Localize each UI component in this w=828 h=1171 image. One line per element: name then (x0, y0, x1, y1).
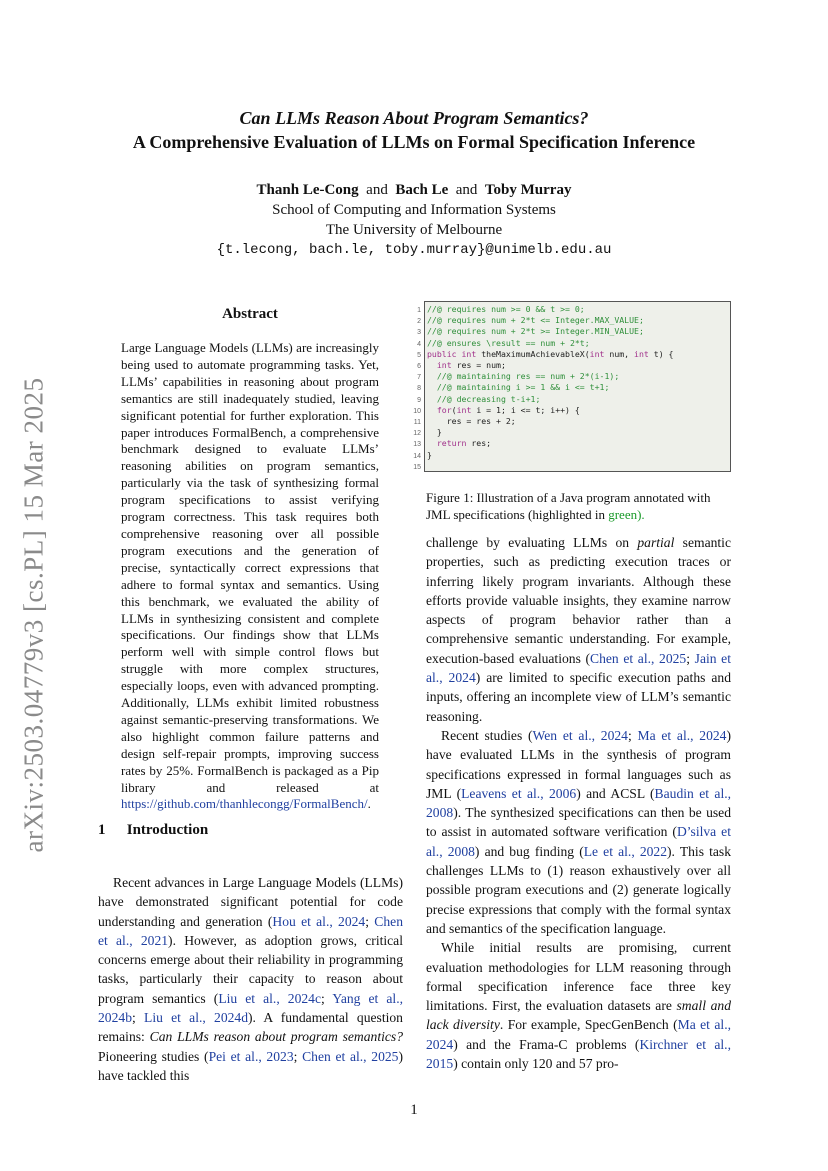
citation-link[interactable]: Le et al., 2022 (583, 843, 668, 859)
section-number: 1 (98, 822, 106, 838)
body-text: While initial results are promising, current evaluation methodologies for LLM reasoning through formal specification inference face three key limitations. First, the evaluation datasets are (426, 940, 731, 1014)
code-line: } (436, 427, 442, 438)
code-line-number: 4 (417, 340, 421, 348)
code-listing (427, 304, 674, 472)
body-text: ; (686, 650, 695, 666)
code-line-number: 13 (413, 441, 421, 449)
code-line: //@ decreasing t-i+1; (436, 393, 541, 404)
abstract-heading: Abstract (222, 306, 278, 322)
citation-link[interactable]: Chen et al., 2025 (302, 1048, 399, 1064)
code-line-number: 11 (413, 419, 421, 427)
github-link[interactable]: https://github.com/thanhlecongg/FormalBench/ (121, 796, 368, 812)
author-name: Toby Murray (484, 182, 572, 198)
code-line: return res; (436, 438, 492, 449)
code-line: //@ maintaining i >= 1 && i <= t+1; (436, 382, 610, 393)
intro-paragraph (426, 726, 731, 938)
body-text: ). However, as adoption grows, critical concerns emerge about their reliability in programming tasks, particularly their capacity to reason about program semantics ( (98, 932, 403, 1006)
body-text: ; (293, 1048, 303, 1064)
citation-link[interactable]: Hou et al., 2024 (272, 913, 366, 929)
intro-paragraph (98, 873, 403, 1085)
code-line-number: 10 (413, 407, 421, 415)
affiliation: School of Computing and Information Systems (272, 202, 556, 218)
email: {t.lecong, bach.le, toby.murray}@unimelb.edu.au (216, 242, 612, 258)
body-text: ) have evaluated LLMs in the synthesis of program specifications expressed in formal languages such as JML ( (426, 727, 732, 801)
code-line-number: 6 (417, 363, 421, 371)
body-text: ; (365, 913, 375, 929)
code-line-number: 2 (417, 318, 421, 326)
page-number: 1 (410, 1102, 418, 1118)
arxiv-stamp (14, 365, 54, 865)
body-text: ; (131, 1010, 145, 1026)
university: The University of Melbourne (325, 222, 503, 238)
code-line: //@ maintaining res == num + 2*(i-1); (436, 371, 620, 382)
citation-link[interactable]: Kirchner et al., 2015 (426, 1036, 731, 1072)
code-line-number: 15 (413, 463, 421, 471)
body-text: semantic properties, such as predicting execution traces or inferring likely program invariants. Although these efforts provide valuable insights, they examine narrow aspects of program behavior rather than a comprehensive semantic understanding. For example, execution-based evaluations ( (426, 535, 731, 666)
abstract-body (121, 340, 379, 813)
body-text: ; (627, 727, 638, 743)
code-line-numbers (405, 305, 421, 473)
code-line: int res = num; (436, 360, 506, 371)
body-text: ) have tackled this (98, 1048, 403, 1083)
body-text: ). The synthesized specifications can then be used to assist in automated software verification ( (426, 805, 731, 840)
citation-link[interactable]: Ma et al., 2024 (426, 1017, 731, 1052)
author-name: Bach Le (395, 182, 449, 198)
citation-link[interactable]: Pei et al., 2023 (208, 1048, 294, 1064)
intro-paragraph (426, 938, 731, 1073)
code-line: //@ ensures \result == num + 2*t; (427, 337, 590, 348)
italic-text: partial (637, 535, 675, 550)
body-text: ). A fundamental question remains: (98, 1010, 403, 1045)
section-heading (98, 822, 208, 839)
intro-left-column (98, 873, 403, 1085)
body-text: ) and bug finding ( (474, 843, 584, 859)
body-text: Recent advances in Large Language Models (LLMs) have demonstrated significant potential for code understanding and generation ( (98, 875, 403, 929)
body-text: ) and ACSL ( (576, 785, 655, 801)
code-line: //@ requires num + 2*t >= Integer.MIN_VALUE; (427, 326, 644, 337)
citation-link[interactable]: Wen et al., 2024 (532, 727, 628, 743)
code-line-number: 3 (417, 329, 421, 337)
section-title: Introduction (126, 822, 209, 838)
intro-paragraph (426, 533, 731, 726)
body-text: Recent studies ( (441, 727, 533, 743)
body-text: . For example, SpecGenBench ( (499, 1017, 678, 1033)
citation-link[interactable]: Baudin et al., 2008 (426, 785, 732, 821)
citation-link[interactable]: Jain et al., 2024 (426, 650, 731, 686)
paper-title (60, 106, 768, 154)
code-line-number: 14 (413, 452, 421, 460)
code-line: //@ requires num + 2*t <= Integer.MAX_VALUE; (427, 315, 644, 326)
code-line-number: 5 (417, 351, 421, 359)
code-line: for(int i = 1; i <= t; i++) { (436, 404, 580, 415)
author-name: Thanh Le-Cong (256, 182, 359, 198)
abstract-end: . (367, 796, 371, 812)
italic-text: small and lack diversity (426, 998, 731, 1033)
code-line: res = res + 2; (446, 416, 516, 427)
code-line: public int theMaximumAchievableX(int num, int t) { (427, 348, 674, 359)
citation-link[interactable]: Liu et al., 2024c (218, 990, 322, 1006)
code-line-number: 7 (417, 374, 421, 382)
arxiv-stamp-text: arXiv:2503.04779v3 [cs.PL] 15 Mar 2025 (18, 377, 49, 853)
intro-right-column (426, 533, 731, 1073)
title-line-2: A Comprehensive Evaluation of LLMs on Formal Specification Inference (132, 132, 696, 152)
body-text: ) contain only 120 and 57 pro- (453, 1056, 619, 1072)
code-line-number: 8 (417, 385, 421, 393)
code-line: //@ requires num >= 0 && t >= 0; (427, 304, 585, 314)
author-sep: and (455, 182, 478, 198)
citation-link[interactable]: D’silva et al., 2008 (426, 824, 731, 859)
citation-link[interactable]: Leavens et al., 2006 (461, 785, 577, 801)
body-text: ; (321, 990, 333, 1006)
citation-link[interactable]: Chen et al., 2021 (98, 913, 403, 948)
italic-text: Can LLMs reason about program semantics? (149, 1029, 403, 1045)
author-sep: and (366, 182, 388, 198)
body-text: challenge by evaluating LLMs on (426, 535, 638, 550)
code-line: } (427, 449, 432, 460)
code-line-number: 9 (417, 396, 421, 404)
body-text: ) and the Frama-C problems ( (453, 1036, 640, 1052)
code-line (427, 461, 674, 472)
body-text: Pioneering studies ( (98, 1048, 209, 1064)
citation-link[interactable]: Liu et al., 2024d (144, 1010, 249, 1026)
caption-green: green). (608, 507, 645, 522)
citation-link[interactable]: Yang et al., 2024b (98, 990, 404, 1026)
figure-caption (426, 489, 736, 523)
citation-link[interactable]: Chen et al., 2025 (590, 650, 687, 666)
author-block (60, 180, 768, 260)
caption-text: Figure 1: Illustration of a Java program annotated with JML specifications (highlighted in (426, 490, 711, 522)
body-text: ). This task challenges LLMs to (1) reason exhaustively over all possible program executions and (2) generate logically precise expressions that comply with the formal syntax and semantics of the specification language. (426, 843, 732, 936)
title-line-1: Can LLMs Reason About Program Semantics? (239, 108, 589, 128)
code-line-number: 1 (417, 307, 421, 314)
code-line-number: 12 (413, 430, 421, 438)
abstract-text: Large Language Models (LLMs) are increasingly being used to automate programming tasks. Yet, LLMs’ capabilities in reasoning about program semantics are still inadequately studied, leaving significant potential for further exploration. This paper introduces FormalBench, a comprehensive benchmark designed to evaluate LLMs’ reasoning abilities on program semantics, particularly via the task of synthesizing formal program specifications to assist verifying program correctness. This task requires both comprehensive reasoning over all possible program executions and the generation of precise, syntactically correct expressions that adhere to formal syntax and semantics. Using this benchmark, we evaluated the ability of LLMs in synthesizing consistent and complete specifications. Our findings show that LLMs perform well with simple control flows but struggle with more complex structures, especially loops, even with advanced prompting. Additionally, LLMs exhibit limited robustness against semantic-preserving transformations. We also highlight common failure patterns and design self-repair prompts, improving success rates by 25%. FormalBench is packaged as a Pip library and released at (121, 340, 379, 795)
citation-link[interactable]: Ma et al., 2024 (637, 727, 727, 743)
body-text: ) are limited to specific execution paths and inputs, offering an incomplete view of LLM’s semantic reasoning. (426, 670, 731, 724)
